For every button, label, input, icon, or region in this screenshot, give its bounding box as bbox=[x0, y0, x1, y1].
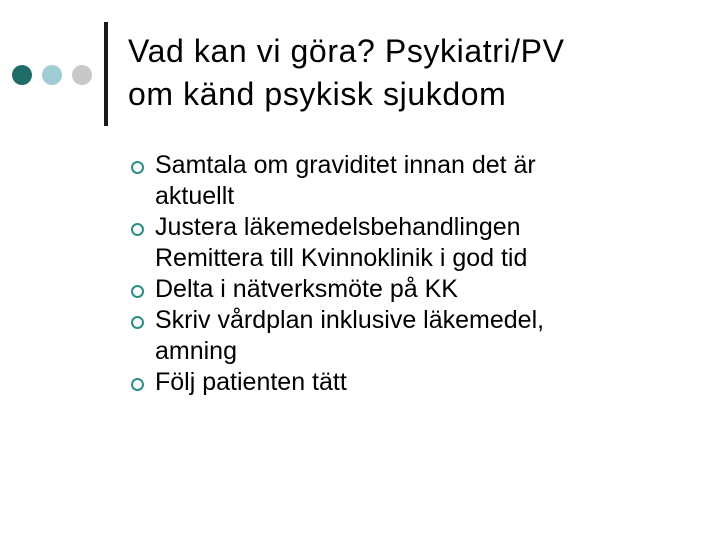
circle-bullet-icon bbox=[131, 161, 144, 174]
bullet-text-line: Skriv vårdplan inklusive läkemedel, bbox=[155, 306, 545, 334]
bullet-text-line: Samtala om graviditet innan det är bbox=[155, 151, 536, 179]
slide-title bbox=[128, 30, 698, 116]
slide-title-line-1: Vad kan vi göra? Psykiatri/PV bbox=[128, 33, 565, 69]
bullet-item bbox=[131, 274, 701, 305]
bullet-item bbox=[131, 367, 701, 398]
bullet-list bbox=[131, 150, 701, 398]
bullet-item bbox=[131, 212, 701, 243]
dot-light-teal-icon bbox=[42, 65, 62, 85]
bullet-item bbox=[131, 305, 701, 367]
dot-gray-icon bbox=[72, 65, 92, 85]
circle-bullet-icon bbox=[131, 223, 144, 236]
bullet-text-line: Remittera till Kvinnoklinik i god tid bbox=[155, 244, 528, 272]
slide-title-line-2: om känd psykisk sjukdom bbox=[128, 76, 507, 112]
bullet-text-line: Följ patienten tätt bbox=[155, 368, 347, 396]
bullet-item bbox=[131, 243, 701, 274]
circle-bullet-icon bbox=[131, 316, 144, 329]
circle-bullet-icon bbox=[131, 285, 144, 298]
bullet-text-line: aktuellt bbox=[155, 182, 235, 210]
title-divider-bar bbox=[104, 22, 108, 126]
bullet-text-line: amning bbox=[155, 337, 237, 365]
bullet-text-line: Delta i nätverksmöte på KK bbox=[155, 275, 458, 303]
dot-dark-teal-icon bbox=[12, 65, 32, 85]
bullet-text-line: Justera läkemedelsbehandlingen bbox=[155, 213, 521, 241]
bullet-item bbox=[131, 150, 701, 212]
circle-bullet-icon bbox=[131, 378, 144, 391]
